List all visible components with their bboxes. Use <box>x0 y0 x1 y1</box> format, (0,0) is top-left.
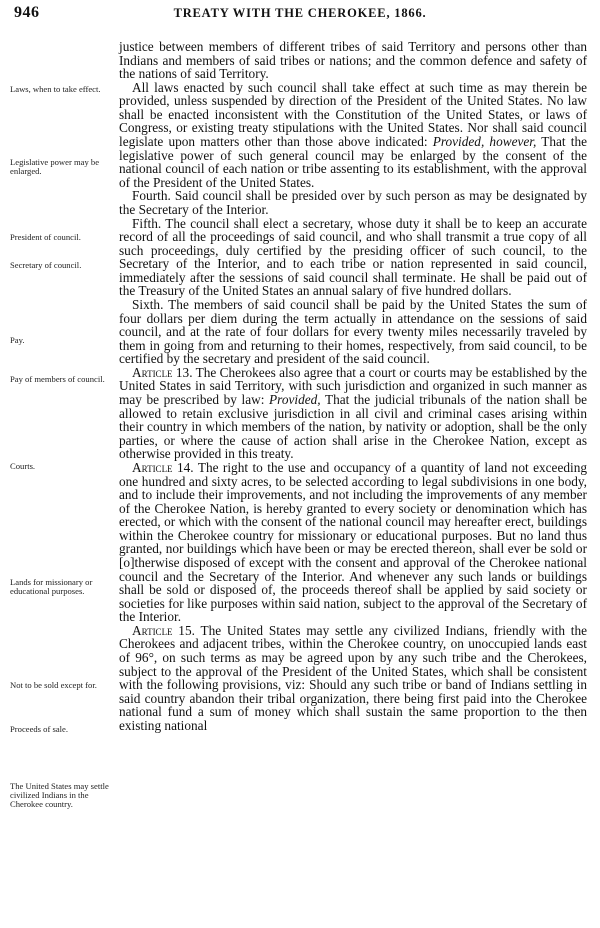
margin-note-legislative-power: Legislative power may be enlarged. <box>10 157 100 176</box>
proviso-italic: Provided, <box>269 392 321 408</box>
margin-note-laws: Laws, when to take effect. <box>10 84 101 94</box>
proviso-italic: Provided, however, <box>432 134 537 150</box>
body-text <box>119 40 587 732</box>
paragraph-text: The right to the use and occupancy of a quantity of land not exceeding one hundred and sixty acres, to be selected according to legal subdivisions in one body, and to include their improvements, and not including the improvements of any member of the Cherokee Nation, is hereby granted to every society or denomination which has erected, or which with the consent of the national council may hereafter erect, buildings within the Cherokee country for missionary or educational purposes. But no land thus granted, nor buildings which have been or may be erected thereon, shall ever be sold or [o]therwise disposed of except with the consent and approval of the Cherokee national council and the Secretary of the Interior. And whenever any such lands or buildings shall be sold or disposed of, the proceeds thereof shall be applied by said society or societies for like purposes within said nation, subject to the approval of the Secretary of the Interior. <box>119 459 587 625</box>
paragraph-text: The United States may settle any civilized Indians, friendly with the Cherokees and adjacent tribes, within the Cherokee country, on unoccupied lands east of 96°, on such terms as may be agreed upon by any such tribe and the Cherokees, subject to the approval of the President of the United States, which shall be consistent with the following provisions, viz: Should any such tribe or band of Indians settling in said country abandon their tribal organization, there being first paid into the Cherokee national fund a sum of money which shall sustain the same proportion to the then existing national <box>119 622 587 733</box>
article-label: Article 15. <box>132 622 195 638</box>
paragraph-text: All laws enacted by such council shall take effect at such time as may therein be provided, unless suspended by direction of the President of the United States. No law shall be enacted inconsistent with the Constitution of the United States, or laws of Congress, or existing treaty stipulations with the United States. Nor shall said council legislate upon matters other than those above indicated: <box>119 79 587 150</box>
margin-note-proceeds: Proceeds of sale. <box>10 724 68 734</box>
margin-note-lands: Lands for missionary or educational purposes. <box>10 577 93 596</box>
paragraph: justice between members of different tribes of said Territory and persons other than Indians and members of said tribes or nations; and the common defence and safety of the nations of said Territory. <box>119 39 587 82</box>
running-title: TREATY WITH THE CHEROKEE, 1866. <box>173 6 427 20</box>
margin-note-president: President of council. <box>10 232 81 242</box>
paragraph <box>119 366 587 461</box>
page-number: 946 <box>14 4 40 21</box>
margin-note-secretary: Secretary of council. <box>10 260 82 270</box>
paragraph: Sixth. The members of said council shall be paid by the United States the sum of four dollars per diem during the term actually in attendance on the sessions of said council, and at the rate of four dollars for every twenty miles necessarily traveled by them in going from and returning to their homes, respectively, from said council, to be certified by the secretary and president of the said council. <box>119 296 587 367</box>
paragraph <box>119 81 587 190</box>
paragraph-text: That the legislative power of such general council may be enlarged by the consent of the national council of each nation or tribe assenting to its establishment, with the approval of the President of the United States. <box>119 134 587 190</box>
margin-note-not-sold: Not to be sold except for. <box>10 680 97 690</box>
article-label: Article 13. <box>132 364 193 380</box>
margin-note-pay-members: Pay of members of council. <box>10 374 105 384</box>
paragraph-text: That the judicial tribunals of the nation shall be allowed to retain exclusive jurisdiction in all civil and criminal cases arising within their country in which members of the nation, by nativity or adoption, shall be the only parties, or where the cause of action shall arise in the Cherokee Nation, except as otherwise provided in this treaty. <box>119 392 587 462</box>
paragraph: Fourth. Said council shall be presided over by such person as may be designated by the Secretary of the Interior. <box>119 188 587 217</box>
paragraph <box>119 461 587 624</box>
margin-note-settle-indians: The United States may settle civilized Indians in the Cherokee country. <box>10 781 109 809</box>
paragraph <box>119 624 587 733</box>
paragraph-text: The Cherokees also agree that a court or courts may be established by the United States in said Territory, with such jurisdiction and organized in such manner as may be prescribed by law: <box>119 364 587 408</box>
page-header <box>14 4 586 24</box>
margin-note-courts: Courts. <box>10 461 36 471</box>
paragraph: Fifth. The council shall elect a secretary, whose duty it shall be to keep an accurate record of all the proceedings of said council, and who shall transmit a true copy of all such proceedings, duly certified by the presiding officer of such council, to the Secretary of the Interior, and to each tribe or nation represented in said council, immediately after the sessions of said council shall terminate. He shall be paid out of the Treasury of the United States an annual salary of five hundred dollars. <box>119 215 587 299</box>
article-label: Article 14. <box>132 459 194 475</box>
margin-note-pay: Pay. <box>10 335 25 345</box>
